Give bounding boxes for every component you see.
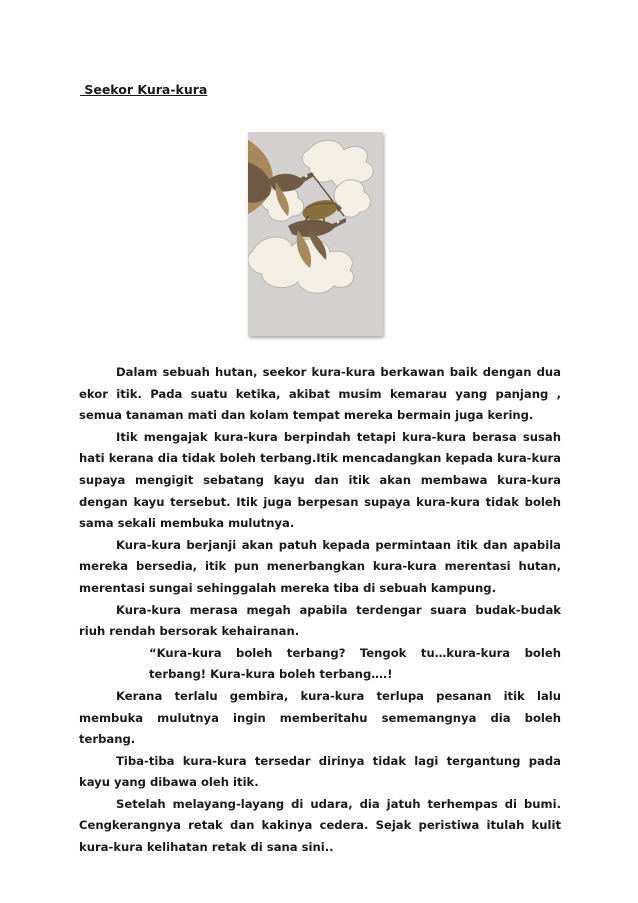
paragraph-1: Dalam sebuah hutan, seekor kura-kura berkawan baik dengan dua ekor itik. Pada suatu ketika, akibat musim kemarau yang panjang , semua tanaman mati dan kolam tempat mereka bermain juga kering. bbox=[79, 365, 561, 423]
paragraph-2: Itik mengajak kura-kura berpindah tetapi kura-kura berasa susah hati kerana dia tidak boleh terbang.Itik mencadangkan kepada kura-kura supaya mengigit sebatang kayu dan itik akan membawa kura-kura dengan kayu tersebut. Itik juga berpesan supaya kura-kura tidak boleh sama sekali membuka mulutnya. bbox=[79, 429, 561, 531]
paragraph-7: Tiba-tiba kura-kura tersedar dirinya tidak lagi tergantung pada kayu yang dibawa oleh itik. bbox=[79, 753, 561, 790]
paragraph-3: Kura-kura berjanji akan patuh kepada permintaan itik dan apabila mereka bersedia, itik pun menerbangkan kura-kura merentasi hutan, merentasi sungai sehinggalah mereka tiba di sebuah kampung. bbox=[79, 537, 561, 595]
paragraph-4: Kura-kura merasa megah apabila terdengar suara budak-budak riuh rendah bersorak kehairanan. bbox=[79, 602, 561, 639]
story-illustration bbox=[248, 132, 383, 336]
paragraph-8: Setelah melayang-layang di udara, dia jatuh terhempas di bumi. Cengkerangnya retak dan kakinya cedera. Sejak peristiwa itulah kulit kura-kura kelihatan retak di sana sini.. bbox=[79, 796, 561, 855]
quote-paragraph: “Kura-kura boleh terbang? Tengok tu…kura-kura boleh terbang! Kura-kura boleh terbang….! bbox=[149, 645, 561, 682]
ducks-and-turtle-image bbox=[248, 132, 383, 336]
document-title: Seekor Kura-kura bbox=[80, 82, 208, 97]
paragraph-6: Kerana terlalu gembira, kura-kura terlupa pesanan itik lalu membuka mulutnya ingin memberitahu sememangnya dia boleh terbang. bbox=[79, 688, 561, 747]
story-text bbox=[79, 362, 561, 859]
